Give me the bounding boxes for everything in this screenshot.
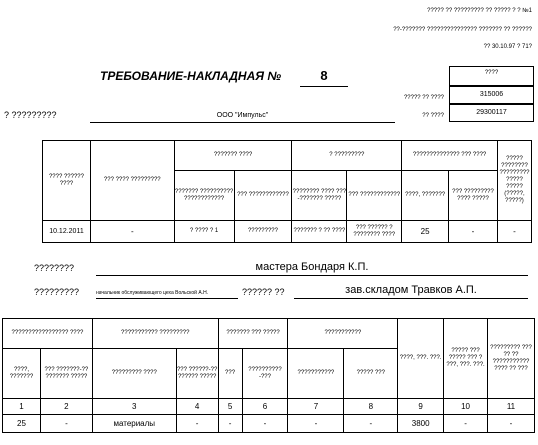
- cell-sender-name: ? ???? ? 1: [174, 221, 234, 243]
- form-header-line1: ????? ?? ????????? ?? ????? ? ? №1: [427, 8, 532, 14]
- col-date-header: ???? ?????? ????: [43, 141, 91, 221]
- okpo-value: 29300117: [476, 109, 507, 116]
- row-cell: -: [344, 415, 398, 433]
- col-sum-header: ????? ??? ????? ??? ? ???, ???. ???.: [444, 319, 488, 399]
- cell-receiver-code: ??? ?????? ? ???????? ????: [347, 221, 402, 243]
- materials-table: [2, 318, 535, 433]
- col-unit-header: ??????? ??? ?????: [218, 319, 288, 349]
- row-cell: материалы: [92, 415, 176, 433]
- through-label: ????????: [34, 263, 75, 273]
- document-number: 8: [300, 68, 348, 87]
- organization-label: ? ?????????: [4, 110, 57, 120]
- okud-cell: [449, 86, 534, 104]
- okpo-cell: [449, 104, 534, 122]
- row-cell: 3800: [398, 415, 444, 433]
- cell-sender-code: ?????????: [234, 221, 292, 243]
- row-cell: -: [288, 415, 344, 433]
- col-account-sub1: ????, ???????: [402, 171, 449, 221]
- row-cell: -: [176, 415, 218, 433]
- col-number: 11: [487, 399, 534, 415]
- column-numbers-row: [3, 399, 535, 415]
- col-corr-header: ????????????????? ????: [3, 319, 93, 349]
- codes-header: ????: [484, 70, 499, 76]
- col-number: 4: [176, 399, 218, 415]
- form-header-line3: ?? 30.10.97 ? 71?: [483, 44, 532, 50]
- col-corr-sub1: ????, ???????: [3, 349, 41, 399]
- header-table: [42, 140, 532, 243]
- cell-last: -: [497, 221, 531, 243]
- col-unit-sub2: ??????????-???: [242, 349, 288, 399]
- allowed-value: зав.складом Травков А.П.: [294, 284, 528, 299]
- col-mat-header: ??????????? ?????????: [92, 319, 218, 349]
- col-sender-header: ??????? ????: [174, 141, 292, 171]
- col-qty-sub1: ???????????: [288, 349, 344, 399]
- requested-value: начальник обслуживающего цеха Вольской А.Н.: [96, 290, 238, 299]
- row-cell: -: [40, 415, 92, 433]
- document-title: ТРЕБОВАНИЕ-НАКЛАДНАЯ №: [100, 69, 282, 83]
- cell-account: 25: [402, 221, 449, 243]
- col-mat-sub1: ????????? ????: [92, 349, 176, 399]
- row-cell: -: [242, 415, 288, 433]
- cell-opcode: -: [90, 221, 174, 243]
- col-unit-sub1: ???: [218, 349, 242, 399]
- cell-analytic: -: [449, 221, 498, 243]
- col-number: 10: [444, 399, 488, 415]
- row-cell: 25: [3, 415, 41, 433]
- col-mat-sub2: ??? ??????-?? ?????? ?????: [176, 349, 218, 399]
- col-price-header: ????, ???. ???.: [398, 319, 444, 399]
- allowed-label: ?????? ??: [242, 287, 285, 297]
- col-qty-header: ???????????: [288, 319, 398, 349]
- cell-date: 10.12.2011: [43, 221, 91, 243]
- through-value: мастера Бондаря К.П.: [96, 261, 528, 276]
- col-sender-sub1: ??????? ?????????? ????????????: [174, 171, 234, 221]
- col-receiver-sub2: ??? ????????????: [347, 171, 402, 221]
- col-account-header: ?????????????? ??? ????: [402, 141, 498, 171]
- col-qty-sub2: ????? ???: [344, 349, 398, 399]
- okpo-label: ?? ????: [422, 113, 444, 119]
- row-cell: -: [487, 415, 534, 433]
- row-cell: -: [218, 415, 242, 433]
- table-row: [43, 221, 532, 243]
- col-number: 1: [3, 399, 41, 415]
- cell-receiver-name: ??????? ? ?? ????: [292, 221, 347, 243]
- form-header-line2: ??-??????? ??????????????? ??????? ?? ??????: [393, 27, 532, 33]
- col-receiver-header: ? ?????????: [292, 141, 402, 171]
- col-number: 9: [398, 399, 444, 415]
- col-number: 2: [40, 399, 92, 415]
- codes-header-cell: [449, 66, 534, 86]
- col-sender-sub2: ??? ????????????: [234, 171, 292, 221]
- col-last2-header: ????????? ??? ?? ?? ??????????? ???? ?? ???: [487, 319, 534, 399]
- col-number: 6: [242, 399, 288, 415]
- col-receiver-sub1: ???????? ???? ???-??????? ?????: [292, 171, 347, 221]
- row-cell: -: [444, 415, 488, 433]
- okud-label: ????? ?? ????: [403, 95, 444, 101]
- requested-label: ?????????: [34, 287, 80, 297]
- col-number: 8: [344, 399, 398, 415]
- col-last-header: ????? ???????? ????????? ????? ????? (?????, ?????): [497, 141, 531, 221]
- okud-value: 315006: [479, 91, 504, 98]
- col-account-sub2: ??? ????????? ???? ?????: [449, 171, 498, 221]
- col-number: 5: [218, 399, 242, 415]
- col-number: 7: [288, 399, 344, 415]
- col-corr-sub2: ??? ???????-?? ??????? ?????: [40, 349, 92, 399]
- col-number: 3: [92, 399, 176, 415]
- table-row: [3, 415, 535, 433]
- organization-value: ООО "Импульс": [90, 112, 395, 123]
- col-opcode-header: ??? ???? ?????????: [90, 141, 174, 221]
